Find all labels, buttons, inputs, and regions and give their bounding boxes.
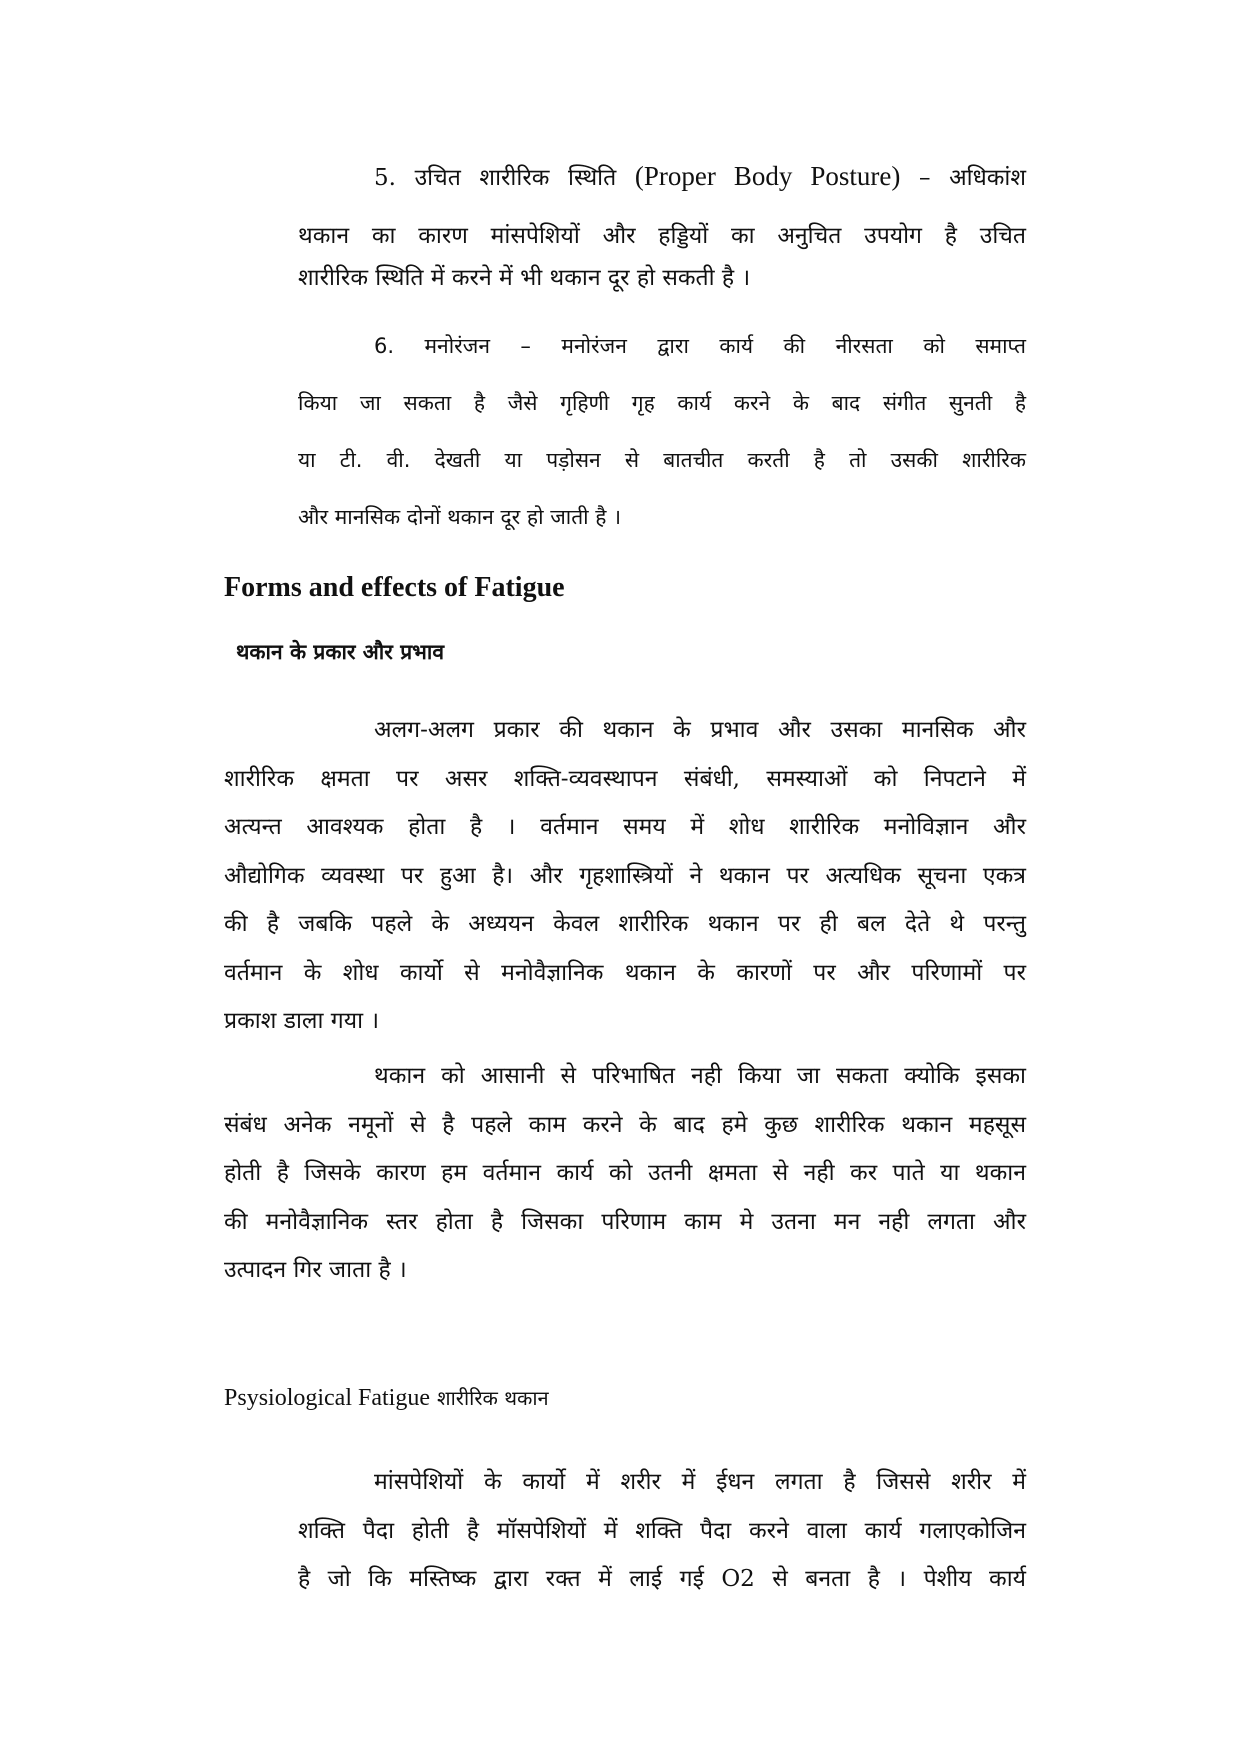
posture-dash-text: – अधिकांश — [919, 165, 1027, 191]
forms-p2-line-4: की मनोवैज्ञानिक स्तर होता है जिसका परिणाम काम मे उतना मन नही लगता और — [224, 1208, 1026, 1235]
forms-p2-line-2: संबंध अनेक नमूनों से है पहले काम करने के बाद हमे कुछ शारीरिक थकान महसूस — [224, 1111, 1026, 1138]
posture-title-en: (Proper Body Posture) — [634, 161, 901, 191]
forms-p1-line-7: प्रकाश डाला गया । — [224, 1008, 380, 1034]
posture-paragraph — [298, 150, 1026, 304]
physio-paragraph — [298, 1458, 1026, 1604]
forms-p1-line-6: वर्तमान के शोध कार्यो से मनोवैज्ञानिक थकान के कारणों पर और परिणामों पर — [224, 959, 1026, 986]
physio-line-2: शक्ति पैदा होती है मॉसपेशियों में शक्ति पैदा करने वाला कार्य गलाएकोजिन — [298, 1517, 1026, 1544]
forms-p2-line-1: थकान को आसानी से परिभाषित नही किया जा सकता क्योकि इसका — [374, 1063, 1026, 1089]
posture-line-2: थकान का कारण मांसपेशियों और हड्डियों का अनुचित उपयोग है उचित — [298, 223, 1026, 249]
physio-line-1: मांसपेशियों के कार्यो में शरीर में ईधन लगता है जिससे शरीर में — [374, 1469, 1026, 1495]
physio-line-3: है जो कि मस्तिष्क द्वारा रक्त में लाई गई O2 से बनता है । पेशीय कार्य — [298, 1566, 1026, 1592]
forms-paragraph-1 — [224, 706, 1026, 1046]
physio-heading — [224, 1384, 549, 1412]
physio-heading-en: Psysiological Fatigue — [224, 1385, 430, 1411]
forms-p1-line-3: अत्यन्त आवश्यक होता है । वर्तमान समय में शोध शारीरिक मनोविज्ञान और — [224, 814, 1026, 840]
recreation-line-1: 6. मनोरंजन – मनोरंजन द्वारा कार्य की नीरसता को समाप्त — [374, 334, 1026, 358]
forms-p2-line-3: होती है जिसके कारण हम वर्तमान कार्य को उतनी क्षमता से नही कर पाते या थकान — [224, 1160, 1026, 1186]
recreation-line-2: किया जा सकता है जैसे गृहिणी गृह कार्य करने के बाद संगीत सुनती है — [298, 391, 1026, 415]
posture-number: 5. — [374, 165, 396, 191]
forms-paragraph-2 — [224, 1052, 1026, 1295]
forms-heading-hi: थकान के प्रकार और प्रभाव — [236, 640, 445, 664]
posture-line-3: शारीरिक स्थिति में करने में भी थकान दूर हो सकती है । — [298, 265, 751, 291]
forms-p1-line-4: औद्योगिक व्यवस्था पर हुआ है। और गृहशास्त्रियों ने थकान पर अत्यधिक सूचना एकत्र — [224, 862, 1026, 889]
forms-p1-line-5: की है जबकि पहले के अध्ययन केवल शारीरिक थकान पर ही बल देते थे परन्तु — [224, 911, 1026, 937]
forms-p2-line-5: उत्पादन गिर जाता है । — [224, 1257, 407, 1283]
recreation-line-4: और मानसिक दोनों थकान दूर हो जाती है । — [298, 505, 622, 529]
forms-heading-en: Forms and effects of Fatigue — [224, 572, 565, 603]
physio-heading-hi: शारीरिक थकान — [437, 1386, 549, 1410]
posture-title-hi: उचित शारीरिक स्थिति — [414, 165, 617, 191]
recreation-line-3: या टी. वी. देखती या पड़ोसन से बातचीत करती है तो उसकी शारीरिक — [298, 448, 1026, 472]
forms-p1-line-1: अलग-अलग प्रकार की थकान के प्रभाव और उसका मानसिक और — [374, 717, 1026, 743]
recreation-paragraph — [298, 318, 1026, 546]
forms-p1-line-2: शारीरिक क्षमता पर असर शक्ति-व्यवस्थापन संबंधी, समस्याओं को निपटाने में — [224, 765, 1026, 792]
posture-line-1 — [374, 150, 1026, 204]
